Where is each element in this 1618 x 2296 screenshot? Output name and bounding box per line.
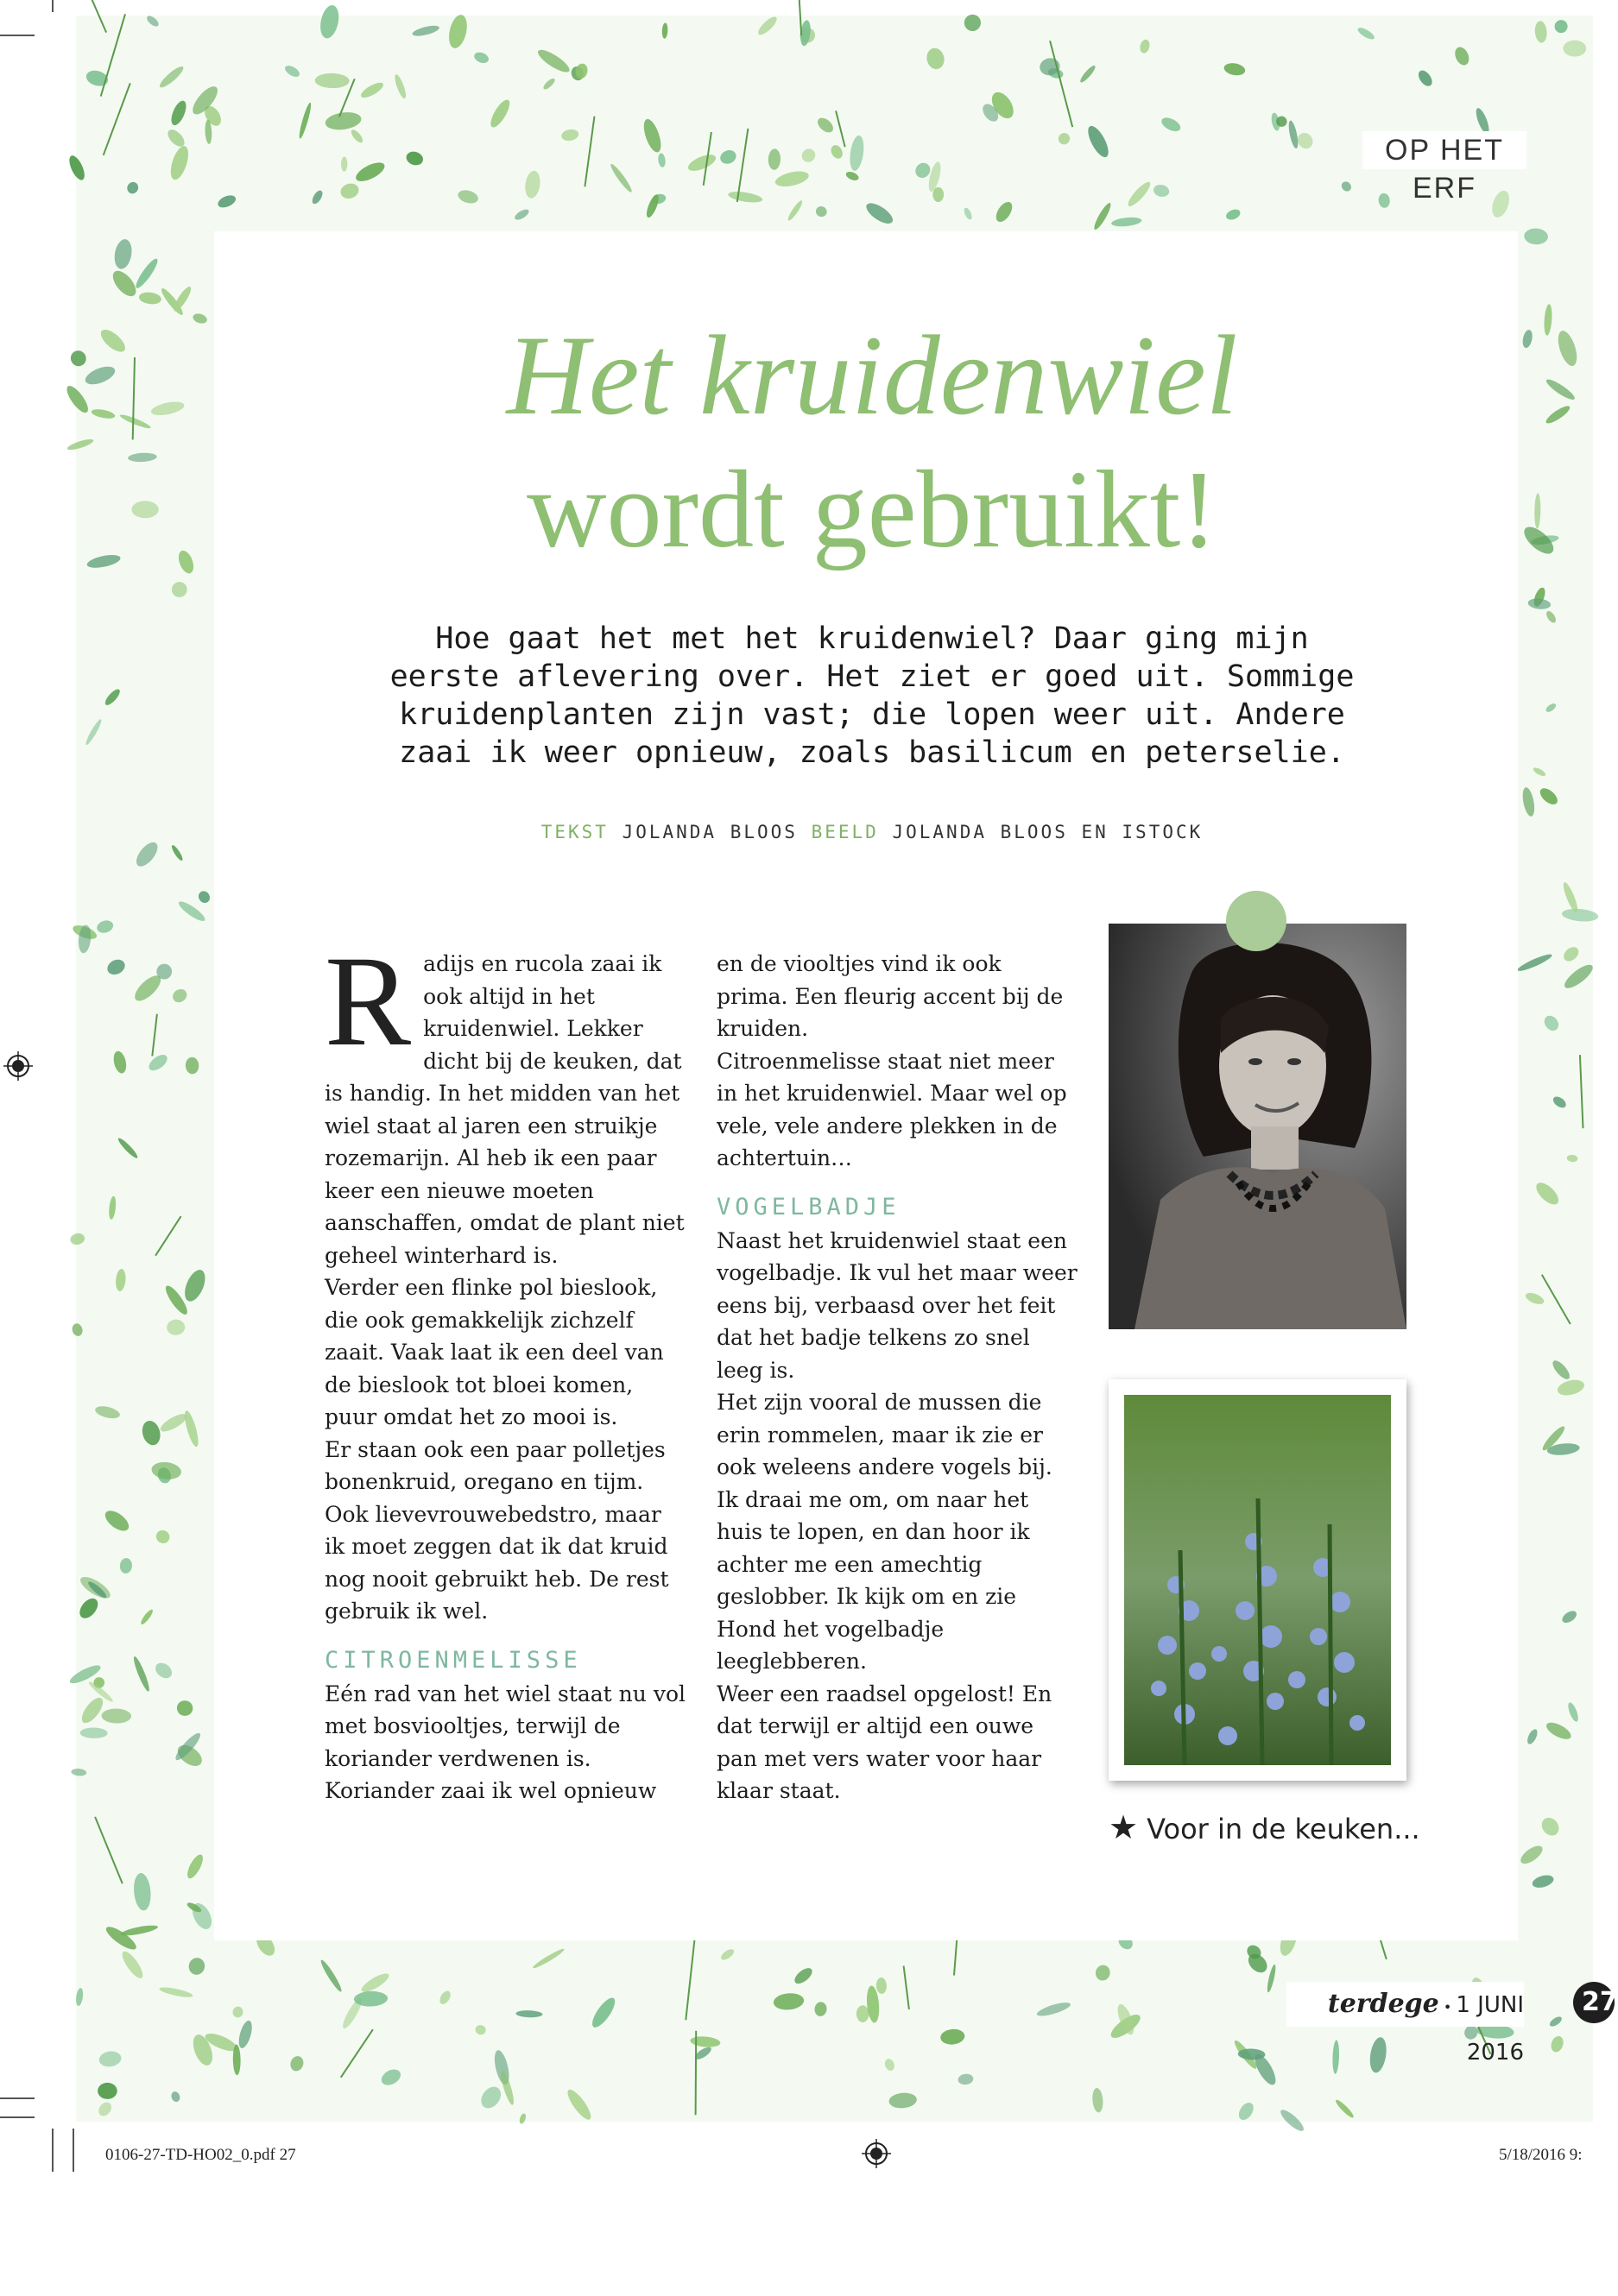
leaf-shape [993, 199, 1015, 225]
leaf-shape [560, 128, 579, 142]
issue-date: 1 JUNI 2016 [1456, 1992, 1524, 2066]
leaf-shape [98, 2050, 123, 2068]
article-title-line1: Het kruidenwiel [506, 312, 1238, 438]
leaf-shape [168, 98, 189, 127]
herb-photo-frame [1109, 1379, 1406, 1781]
leaf-shape [350, 128, 365, 144]
leaf-stem [95, 1817, 123, 1883]
leaf-shape [532, 1947, 566, 1971]
leaf-shape [1548, 2015, 1564, 2028]
leaf-shape [1520, 786, 1536, 817]
leaf-shape [690, 2035, 721, 2048]
leaf-shape [1544, 1719, 1573, 1743]
leaf-shape [1566, 1701, 1580, 1723]
leaf-shape [132, 1872, 152, 1911]
leaf-stem [152, 1014, 157, 1057]
page-number: 27 [1573, 1982, 1615, 2023]
leaf-shape [170, 2091, 181, 2104]
leaf-shape [108, 1195, 117, 1220]
leaf-shape [1550, 1358, 1572, 1382]
leaf-shape [513, 207, 530, 222]
leaf-shape [138, 291, 161, 305]
leaf-shape [1489, 188, 1513, 219]
leaf-shape [66, 154, 88, 182]
leaf-shape [85, 552, 121, 571]
leaf-shape [474, 2024, 487, 2036]
subheading-vogelbadje: VOGELBADJE [717, 1193, 901, 1221]
leaf-stem [737, 129, 749, 202]
article-column-1 [325, 930, 686, 1807]
body-paragraph: Citroenmelisse staat niet meer in het kruidenwiel. Maar wel op vele, vele andere plekken in de achtertuin… [717, 1048, 1067, 1170]
leaf-shape [237, 2019, 255, 2049]
leaf-shape [69, 1232, 85, 1246]
credit-text-author: JOLANDA BLOOS [622, 822, 798, 842]
leaf-stem [798, 0, 801, 35]
leaf-shape [1561, 907, 1598, 923]
leaf-shape [139, 1608, 155, 1626]
leaf-shape [78, 1694, 106, 1726]
star-icon: ★ [1109, 1808, 1139, 1846]
leaf-shape [182, 1410, 201, 1448]
leaf-stem [904, 1966, 909, 2009]
leaf-shape [814, 2002, 828, 2017]
leaf-shape [1125, 180, 1153, 209]
leaf-shape [1078, 64, 1097, 84]
leaf-stem [686, 1940, 694, 2020]
leaf-shape [111, 1050, 128, 1075]
intro-line: kruidenplanten zijn vast; die lopen weer uit. Andere [399, 697, 1345, 732]
intro-line: Hoe gaat het met het kruidenwiel? Daar ging mijn [435, 621, 1309, 656]
leaf-shape [438, 1989, 453, 2006]
leaf-shape [1224, 207, 1242, 221]
leaf-shape [1287, 120, 1300, 149]
leaf-shape [792, 1965, 814, 1987]
leaf-shape [1332, 2040, 1340, 2074]
leaf-shape [1334, 2098, 1356, 2120]
leaf-shape [755, 14, 779, 37]
crop-mark [0, 35, 35, 36]
leaf-shape [863, 199, 896, 228]
leaf-shape [109, 267, 141, 300]
intro-line: zaai ik weer opnieuw, zoals basilicum en peterselie. [399, 735, 1345, 770]
leaf-shape [119, 1949, 147, 1982]
leaf-shape [1533, 1179, 1562, 1208]
leaf-shape [1139, 39, 1151, 54]
leaf-shape [133, 256, 161, 290]
leaf-shape [686, 151, 717, 173]
print-slug-date: 5/18/2016 9: [1499, 2146, 1583, 2164]
photo-caption [1109, 1808, 1471, 1846]
leaf-shape [125, 180, 140, 196]
body-paragraph: Eén rad van het wiel staat nu vol met bosviooltjes, terwijl de koriander verdwenen is. [325, 1681, 686, 1771]
leaf-shape [67, 348, 89, 369]
leaf-shape [1160, 115, 1183, 134]
leaf-shape [518, 2113, 527, 2125]
leaf-shape [564, 2086, 594, 2123]
leaf-shape [319, 1959, 344, 1994]
author-portrait-photo [1109, 924, 1406, 1329]
leaf-shape [1111, 216, 1142, 227]
body-paragraph: Naast het kruidenwiel staat een vogelbadje. Ik vul het maar weer eens bij, verbaasd over het feit dat het badje telkens zo snel leeg is. [717, 1227, 1078, 1383]
drop-cap: R [325, 930, 412, 1073]
leaf-shape [535, 47, 572, 76]
leaf-shape [1035, 2000, 1071, 2019]
leaf-shape [1356, 26, 1376, 41]
leaf-shape [103, 1923, 139, 1953]
leaf-shape [288, 2054, 306, 2073]
leaf-shape [1543, 304, 1552, 336]
leaf-shape [131, 501, 158, 518]
leaf-shape [1561, 881, 1580, 914]
body-paragraph: Weer een raadsel opgelost! En dat terwijl er altijd een ouwe pan met vers water voor haar klaar staat. [717, 1681, 1052, 1803]
intro-line: eerste aflevering over. Het ziet er goed uit. Sommige [389, 659, 1355, 694]
leaf-shape [232, 2044, 240, 2075]
leaf-shape [353, 159, 388, 185]
leaf-shape [140, 1419, 163, 1448]
leaf-shape [71, 1768, 86, 1776]
leaf-shape [814, 205, 828, 218]
leaf-shape [472, 50, 490, 65]
leaf-shape [71, 1322, 84, 1337]
leaf-shape [1524, 1290, 1545, 1306]
leaf-stem [155, 1216, 181, 1256]
leaf-shape [1524, 228, 1549, 245]
leaf-shape [98, 2083, 117, 2099]
leaf-shape [961, 11, 983, 34]
leaf-shape [341, 156, 348, 171]
leaf-stem [133, 357, 135, 439]
leaf-shape [875, 1977, 887, 1995]
leaf-shape [196, 889, 212, 905]
leaf-shape [727, 190, 763, 205]
leaf-shape [83, 363, 117, 388]
leaf-shape [1378, 192, 1391, 208]
leaf-shape [644, 193, 660, 219]
leaf-shape [1554, 329, 1580, 369]
leaf-shape [457, 188, 480, 205]
registration-mark-icon [862, 2139, 891, 2168]
registration-mark-icon [3, 1051, 33, 1081]
leaf-shape [310, 189, 325, 205]
leaf-shape [170, 987, 189, 1005]
leaf-shape [128, 452, 157, 463]
leaf-shape [1153, 183, 1171, 198]
footer [1286, 1982, 1524, 2066]
leaf-shape [146, 1051, 170, 1073]
leaf-shape [1531, 1873, 1555, 1889]
leaf-shape [185, 1852, 206, 1881]
body-paragraph: en de viooltjes vind ik ook prima. Een fleurig accent bij de kruiden. [717, 951, 1064, 1041]
leaf-shape [657, 153, 666, 167]
leaf-shape [96, 918, 115, 935]
leaf-shape [119, 1558, 132, 1574]
print-slug-file: 0106-27-TD-HO02_0.pdf 27 [105, 2146, 296, 2164]
body-paragraph: Koriander zaai ik wel opnieuw [325, 1778, 657, 1803]
leaf-shape [1278, 2107, 1306, 2134]
subheading-citroenmelisse: CITROENMELISSE [325, 1646, 582, 1674]
leaf-shape [98, 325, 129, 356]
leaf-stem [1542, 1275, 1571, 1324]
leaf-shape [158, 1410, 189, 1435]
leaf-shape [94, 1404, 122, 1421]
leaf-shape [1368, 2036, 1388, 2074]
leaf-shape [145, 14, 161, 28]
leaf-shape [888, 2091, 918, 2109]
leaf-shape [1416, 68, 1435, 89]
body-paragraph: Ik draai me om, om naar het huis te lopen, en dan hoor ik achter me een amechtig geslobber. Ik kijk om en zie Hond het vogelbadje leeglebberen. [717, 1486, 1030, 1674]
leaf-shape [1527, 597, 1552, 610]
leaf-shape [925, 47, 946, 71]
leaf-shape [159, 1985, 194, 1999]
leaf-shape [186, 1956, 207, 1977]
leaf-shape [774, 168, 810, 189]
crop-mark [52, 0, 54, 12]
intro-lead [319, 620, 1425, 772]
leaf-stem [696, 2031, 697, 2115]
leaf-shape [118, 413, 151, 431]
leaf-shape [787, 199, 805, 223]
leaf-shape [66, 437, 95, 451]
magazine-brand: terdege [1327, 1989, 1439, 2019]
leaf-shape [1545, 702, 1558, 714]
leaf-shape [963, 206, 974, 220]
leaf-shape [1084, 123, 1113, 161]
leaf-shape [1091, 2087, 1103, 2113]
leaf-shape [487, 97, 513, 129]
leaf-shape [150, 1460, 182, 1481]
leaf-shape [411, 23, 439, 38]
leaf-shape [1518, 1843, 1545, 1868]
leaf-shape [80, 1727, 108, 1738]
article-column-2 [717, 948, 1079, 1807]
crop-mark [0, 2116, 35, 2118]
leaf-shape [1561, 944, 1582, 964]
leaf-shape [1094, 1964, 1111, 1982]
leaf-shape [1552, 17, 1570, 35]
leaf-shape [829, 143, 845, 161]
leaf-shape [1544, 403, 1572, 426]
leaf-shape [1340, 180, 1354, 193]
leaf-shape [523, 170, 541, 199]
leaf-stem [836, 110, 845, 147]
leaf-shape [1521, 329, 1534, 349]
leaf-shape [102, 1507, 132, 1535]
body-paragraph: adijs en rucola zaai ik ook altijd in het kruidenwiel. Lekker dicht bij de keuken, dat is handig. In het midden van het wiel staat al jaren een struikje rozemarijn. Al heb ik een paar keer een nieuwe moeten aanschaffen, omdat de plant niet geheel winterhard is. [325, 951, 685, 1268]
leaf-shape [1560, 1609, 1578, 1625]
leaf-shape [405, 149, 426, 167]
leaf-shape [1556, 1378, 1586, 1398]
body-paragraph: Er staan ook een paar polletjes bonenkruid, oregano en tijm. Ook lievevrouwebedstro, maar ik moet zeggen dat ik dat kruid nog nooit gebruikt heb. De rest gebruik ik wel. [325, 1436, 669, 1624]
leaf-shape [1544, 376, 1577, 402]
leaf-shape [192, 312, 208, 325]
leaf-shape [1539, 1814, 1563, 1839]
leaf-shape [1266, 1964, 1277, 1993]
crop-mark [73, 2129, 74, 2172]
leaf-shape [1552, 1094, 1569, 1110]
leaf-shape [609, 162, 634, 194]
leaf-shape [379, 2066, 404, 2089]
leaf-shape [359, 79, 386, 100]
crop-mark [0, 2097, 35, 2099]
leaf-shape [170, 844, 184, 862]
leaf-shape [176, 1700, 194, 1717]
credits-line [319, 822, 1425, 842]
leaf-shape [1091, 201, 1113, 231]
leaf-shape [157, 64, 186, 90]
leaf-shape [169, 579, 190, 600]
section-label: OP HET ERF [1362, 131, 1526, 169]
leaf-stem [585, 117, 594, 186]
body-paragraph: Het zijn vooral de mussen die erin rommelen, maar ik zie er ook weleens andere vogels bij. [717, 1390, 1052, 1479]
leaf-shape [1452, 45, 1471, 67]
leaf-shape [185, 1057, 199, 1074]
leaf-shape [1516, 952, 1553, 974]
leaf-shape [153, 1660, 175, 1681]
rosemary-photo [1124, 1395, 1391, 1765]
leaf-shape [167, 1319, 186, 1336]
leaf-stem [1050, 41, 1072, 127]
credit-text-label: TEKST [540, 822, 609, 842]
leaf-stem [104, 83, 130, 155]
leaf-shape [84, 718, 103, 747]
leaf-shape [515, 2010, 542, 2018]
leaf-shape [117, 1136, 140, 1159]
leaf-shape [393, 73, 408, 100]
leaf-shape [1549, 2034, 1565, 2053]
leaf-shape [216, 193, 237, 211]
leaf-shape [641, 117, 665, 155]
leaf-shape [958, 2073, 974, 2085]
leaf-shape [939, 2028, 965, 2045]
leaf-shape [1566, 1154, 1578, 1162]
leaf-shape [150, 400, 186, 418]
body-paragraph: Verder een flinke pol bieslook, die ook gemakkelijk zichzelf zaait. Vaak laat ik een deel van de bieslook tot bloei komen, puur omdat het zo mooi is. [325, 1275, 664, 1429]
leaf-shape [719, 1947, 736, 1962]
leaf-shape [115, 1269, 126, 1292]
leaf-shape [1534, 493, 1541, 528]
leaf-shape [180, 1267, 209, 1304]
leaf-shape [96, 2100, 114, 2119]
leaf-shape [1223, 61, 1247, 77]
credit-image-label: BEELD [811, 822, 879, 842]
leaf-shape [800, 146, 818, 165]
leaf-shape [1532, 766, 1546, 778]
leaf-shape [154, 1528, 172, 1546]
pin-dot [1226, 891, 1286, 951]
leaf-shape [883, 2058, 895, 2072]
leaf-shape [318, 3, 342, 40]
leaf-shape [76, 1595, 101, 1622]
leaf-shape [167, 144, 192, 182]
leaf-shape [1541, 1012, 1561, 1033]
leaf-shape [131, 1656, 151, 1693]
leaf-stem [341, 2029, 373, 2078]
leaf-shape [1561, 961, 1596, 992]
leaf-stem [75, 0, 106, 33]
leaf-shape [1236, 2100, 1256, 2123]
leaf-shape [231, 2005, 243, 2018]
leaf-shape [176, 548, 197, 575]
leaf-shape [856, 2005, 869, 2022]
leaf-shape [338, 181, 361, 201]
leaf-shape [283, 63, 301, 79]
footer-separator: • [1443, 1999, 1452, 2015]
leaf-shape [324, 110, 362, 132]
leaf-shape [542, 77, 557, 91]
leaf-shape [104, 956, 127, 977]
leaf-shape [75, 1988, 84, 2007]
leaf-shape [1537, 785, 1560, 808]
leaf-shape [815, 115, 836, 135]
crop-mark [52, 2129, 54, 2172]
article-title-line2: wordt gebruikt! [527, 448, 1217, 571]
leaf-shape [103, 687, 122, 707]
leaf-shape [768, 148, 781, 170]
caption-text: Voor in de keuken... [1147, 1813, 1420, 1845]
leaf-shape [63, 383, 92, 416]
leaf-shape [132, 839, 161, 870]
leaf-shape [1534, 21, 1548, 43]
leaf-shape [315, 73, 350, 89]
credit-image-author: JOLANDA BLOOS EN ISTOCK [892, 822, 1204, 842]
leaf-shape [1563, 41, 1586, 57]
leaf-shape [101, 1708, 131, 1724]
leaf-shape [848, 135, 866, 172]
leaf-stem [1580, 1055, 1583, 1128]
leaf-shape [844, 170, 860, 182]
leaf-shape [112, 238, 134, 271]
leaf-shape [718, 148, 738, 166]
leaf-shape [1057, 131, 1072, 147]
leaf-shape [91, 407, 116, 419]
leaf-shape [1545, 609, 1558, 624]
leaf-shape [446, 13, 471, 50]
leaf-shape [661, 22, 668, 39]
leaf-shape [297, 102, 313, 140]
leaf-shape [588, 1995, 618, 2031]
leaf-shape [477, 2083, 505, 2112]
leaf-shape [1251, 2051, 1280, 2087]
leaf-shape [773, 1992, 805, 2011]
leaf-shape [1526, 1728, 1539, 1746]
